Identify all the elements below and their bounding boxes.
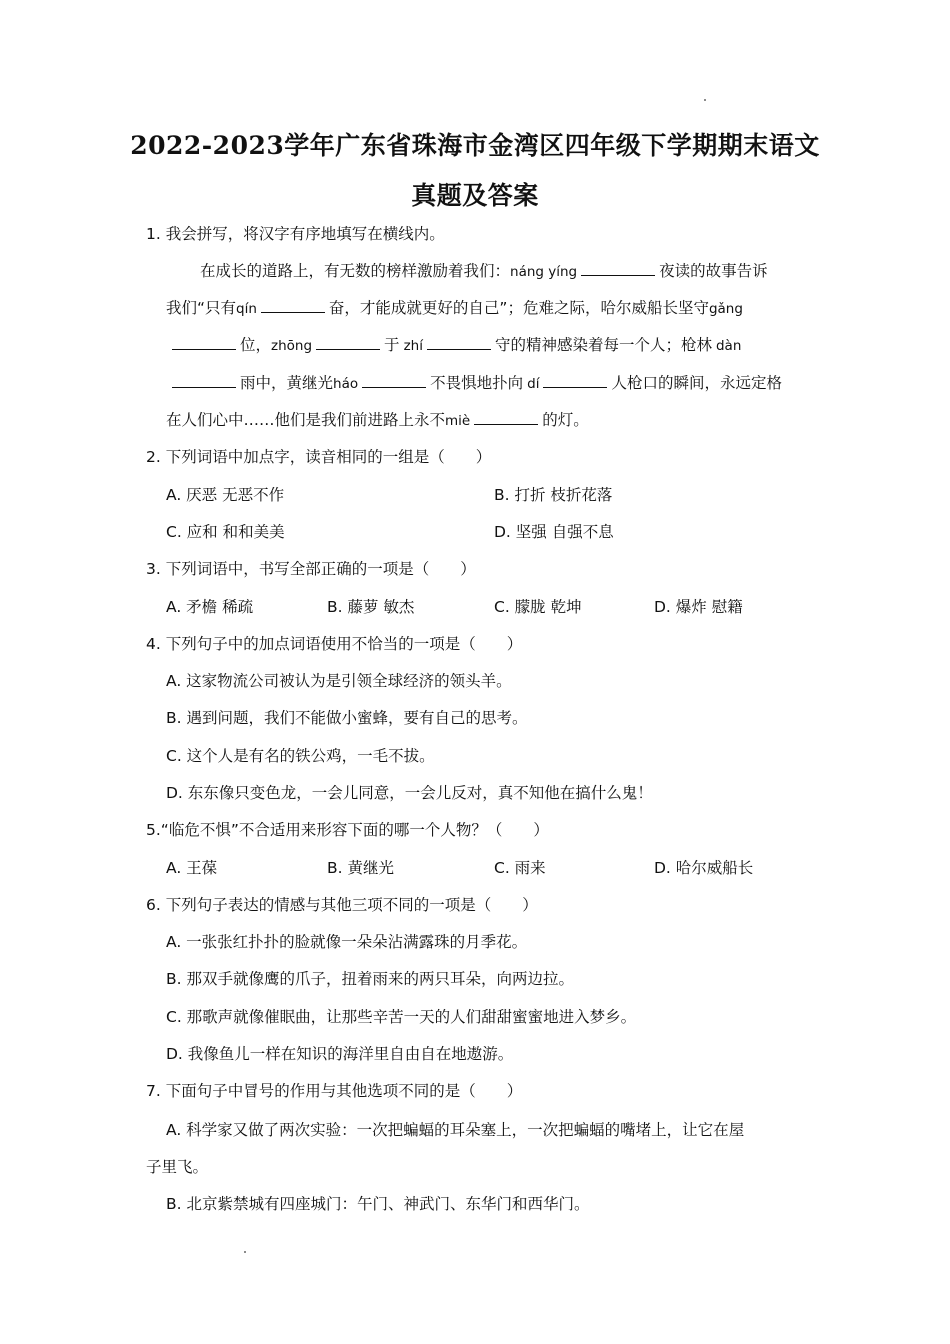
q1-text: 人枪口的瞬间，永远定格 — [611, 374, 782, 392]
q1-text: 不畏惧地扑向 — [430, 374, 524, 392]
q6-option-a[interactable]: A. 一张张红扑扑的脸就像一朵朵沾满露珠的月季花。 — [166, 933, 528, 951]
q1-text: 夜读的故事告诉 — [659, 262, 768, 280]
q7-option-b[interactable]: B. 北京紫禁城有四座城门：午门、神武门、东华门和西华门。 — [166, 1195, 590, 1213]
q1-line3 — [172, 335, 741, 356]
answer-blank[interactable] — [474, 410, 538, 425]
q1-text: 我们“只有 — [166, 299, 237, 317]
q1-text: 在成长的道路上，有无数的榜样激励着我们： — [200, 262, 511, 280]
answer-blank[interactable] — [316, 335, 380, 350]
pinyin-hint: gǎng — [708, 301, 743, 317]
answer-blank[interactable] — [172, 373, 236, 388]
doc-title-line1: 2022-2023学年广东省珠海市金湾区四年级下学期期末语文 — [130, 131, 820, 160]
q5-option-b[interactable]: B. 黄继光 — [327, 859, 394, 877]
q6-option-c[interactable]: C. 那歌声就像催眠曲，让那些辛苦一天的人们甜甜蜜蜜地进入梦乡。 — [166, 1008, 637, 1026]
q5-stem: 5.“临危不惧”不合适用来形容下面的哪一个人物？（ ） — [146, 821, 549, 839]
q5-option-c[interactable]: C. 雨来 — [494, 859, 546, 877]
answer-blank[interactable] — [172, 335, 236, 350]
q2-stem: 2. 下列词语中加点字，读音相同的一组是（ ） — [146, 448, 492, 466]
answer-blank[interactable] — [427, 335, 491, 350]
pinyin-hint: dàn — [715, 338, 742, 354]
q4-option-b[interactable]: B. 遇到问题，我们不能做小蜜蜂，要有自己的思考。 — [166, 709, 528, 727]
answer-blank[interactable] — [581, 261, 655, 276]
pinyin-hint: zhí — [403, 338, 423, 354]
q1-line1 — [200, 261, 768, 282]
q4-option-c[interactable]: C. 这个人是有名的铁公鸡，一毛不拔。 — [166, 747, 435, 765]
q3-option-b[interactable]: B. 藤萝 敏杰 — [327, 598, 415, 616]
q1-text: 在人们心中……他们是我们前进路上永不 — [166, 411, 446, 429]
pinyin-hint: náng yíng — [510, 264, 578, 280]
answer-blank[interactable] — [362, 373, 426, 388]
q4-stem: 4. 下列句子中的加点词语使用不恰当的一项是（ ） — [146, 635, 523, 653]
q7-option-a-cont: 子里飞。 — [146, 1158, 209, 1176]
q1-line4 — [172, 373, 782, 394]
q3-stem: 3. 下列词语中，书写全部正确的一项是（ ） — [146, 560, 476, 578]
q1-line2 — [166, 298, 743, 319]
q1-text: 于 — [384, 336, 400, 354]
q3-option-d[interactable]: D. 爆炸 慰籍 — [654, 598, 743, 616]
speck — [244, 1251, 246, 1253]
q1-text: 位， — [240, 336, 272, 354]
q3-option-a[interactable]: A. 矛檐 稀疏 — [166, 598, 254, 616]
q5-option-d[interactable]: D. 哈尔威船长 — [654, 859, 754, 877]
q2-option-b[interactable]: B. 打折 枝折花落 — [494, 486, 613, 504]
q6-option-d[interactable]: D. 我像鱼儿一样在知识的海洋里自由自在地遨游。 — [166, 1045, 514, 1063]
pinyin-hint: miè — [445, 413, 471, 429]
q4-option-d[interactable]: D. 东东像只变色龙，一会儿同意，一会儿反对，真不知他在搞什么鬼！ — [166, 784, 653, 802]
q1-text: 奋，才能成就更好的自己”；危难之际，哈尔威船长坚守 — [328, 299, 709, 317]
answer-blank[interactable] — [261, 298, 325, 313]
speck — [704, 99, 706, 101]
q7-stem: 7. 下面句子中冒号的作用与其他选项不同的是（ ） — [146, 1082, 523, 1100]
q1-text: 雨中，黄继光 — [240, 374, 334, 392]
answer-blank[interactable] — [543, 373, 607, 388]
q6-stem: 6. 下列句子表达的情感与其他三项不同的一项是（ ） — [146, 896, 538, 914]
q7-option-a[interactable]: A. 科学家又做了两次实验：一次把蝙蝠的耳朵塞上，一次把蝙蝠的嘴堵上，让它在屋 — [166, 1121, 745, 1139]
q2-option-a[interactable]: A. 厌恶 无恶不作 — [166, 486, 285, 504]
q3-option-c[interactable]: C. 朦胧 乾坤 — [494, 598, 582, 616]
q4-option-a[interactable]: A. 这家物流公司被认为是引领全球经济的领头羊。 — [166, 672, 512, 690]
pinyin-hint: dí — [527, 376, 540, 392]
q2-option-c[interactable]: C. 应和 和和美美 — [166, 523, 285, 541]
pinyin-hint: háo — [333, 376, 359, 392]
pinyin-hint: qín — [236, 301, 257, 317]
q1-stem: 1. 我会拼写，将汉字有序地填写在横线内。 — [146, 225, 445, 243]
q6-option-b[interactable]: B. 那双手就像鹰的爪子，扭着雨来的两只耳朵，向两边拉。 — [166, 970, 574, 988]
q2-option-d[interactable]: D. 坚强 自强不息 — [494, 523, 614, 541]
doc-title-line2: 真题及答案 — [411, 181, 539, 210]
q1-text: 的灯。 — [542, 411, 589, 429]
q1-text: 守的精神感染着每一个人；枪林 — [494, 336, 712, 354]
q5-option-a[interactable]: A. 王葆 — [166, 859, 218, 877]
pinyin-hint: zhōng — [271, 338, 313, 354]
q1-line5 — [166, 410, 589, 431]
